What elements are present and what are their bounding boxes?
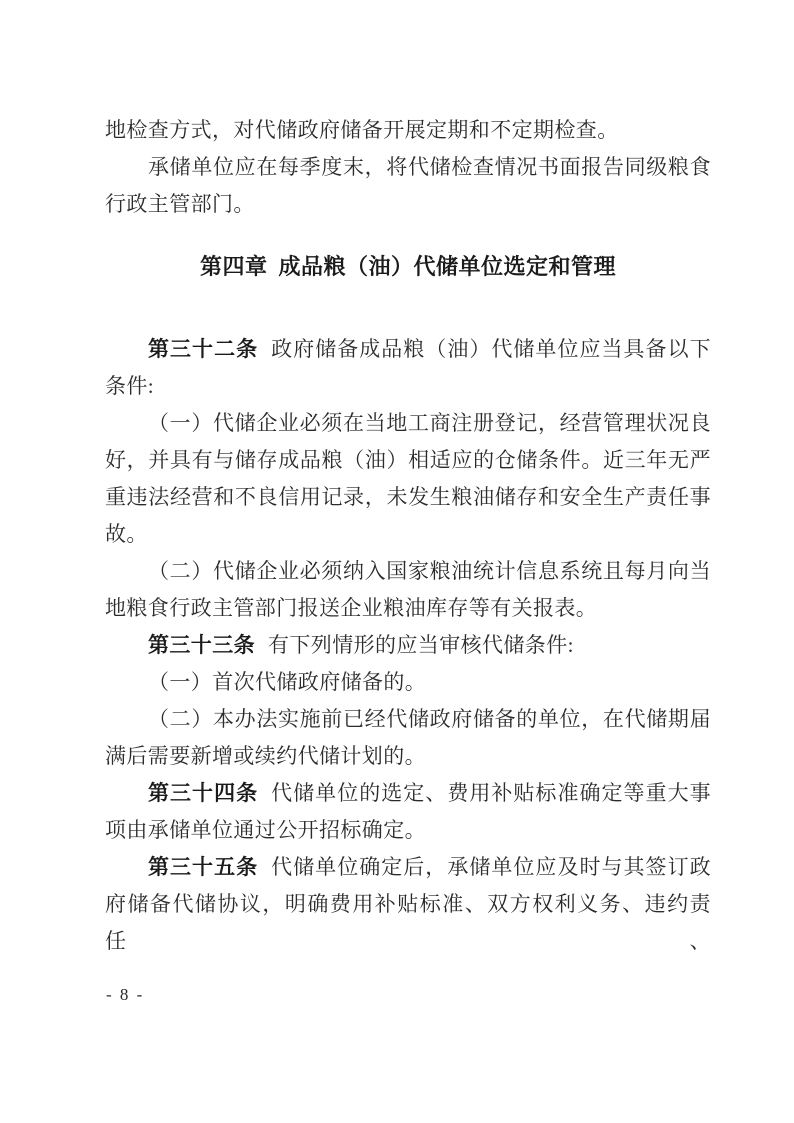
article-number: 第三十四条 bbox=[148, 782, 259, 805]
article-text: 代储单位的选定、费用补贴标准确定等重大事 bbox=[271, 781, 711, 805]
chapter-number: 第四章 bbox=[199, 254, 268, 279]
chapter-heading bbox=[105, 248, 711, 285]
article-lead-line bbox=[105, 627, 711, 664]
body-line: 地粮食行政主管部门报送企业粮油库存等有关报表。 bbox=[105, 596, 598, 620]
body-line: （二）本办法实施前已经代储政府储备的单位，在代储期届 bbox=[148, 707, 711, 731]
article-text: 政府储备成品粮（油）代储单位应当具备以下 bbox=[271, 337, 711, 361]
body-line: 满后需要新增或续约代储计划的。 bbox=[105, 744, 426, 768]
body-line: 项由承储单位通过公开招标确定。 bbox=[105, 818, 426, 842]
page-number: - 8 - bbox=[106, 985, 145, 1004]
body-line: 行政主管部门。 bbox=[105, 192, 255, 216]
article-number: 第三十五条 bbox=[148, 856, 259, 879]
body-line: （一）首次代储政府储备的。 bbox=[148, 670, 427, 694]
article-number: 第三十三条 bbox=[148, 634, 255, 657]
body-line: 承储单位应在每季度末，将代储检查情况书面报告同级粮食 bbox=[148, 155, 711, 179]
body-line: 故。 bbox=[105, 522, 148, 546]
body-line: 条件: bbox=[105, 374, 155, 398]
article-lead-line bbox=[105, 849, 711, 886]
body-line: 府储备代储协议，明确费用补贴标准、双方权利义务、违约责任、 bbox=[105, 892, 711, 953]
body-line: （二）代储企业必须纳入国家粮油统计信息系统且每月向当 bbox=[148, 559, 711, 583]
chapter-title: 成品粮（油）代储单位选定和管理 bbox=[278, 254, 617, 279]
article-lead-line bbox=[105, 775, 711, 812]
body-line: （一）代储企业必须在当地工商注册登记，经营管理状况良 bbox=[148, 411, 711, 435]
article-text: 有下列情形的应当审核代储条件: bbox=[268, 633, 574, 657]
body-line: 好，并具有与储存成品粮（油）相适应的仓储条件。近三年无严 bbox=[105, 448, 711, 472]
article-number: 第三十二条 bbox=[148, 338, 259, 361]
document-body bbox=[105, 0, 711, 953]
body-line: 地检查方式，对代储政府储备开展定期和不定期检查。 bbox=[105, 118, 619, 142]
article-lead-line bbox=[105, 331, 711, 368]
body-line: 重违法经营和不良信用记录，未发生粮油储存和安全生产责任事 bbox=[105, 485, 711, 509]
article-text: 代储单位确定后，承储单位应及时与其签订政 bbox=[271, 855, 711, 879]
